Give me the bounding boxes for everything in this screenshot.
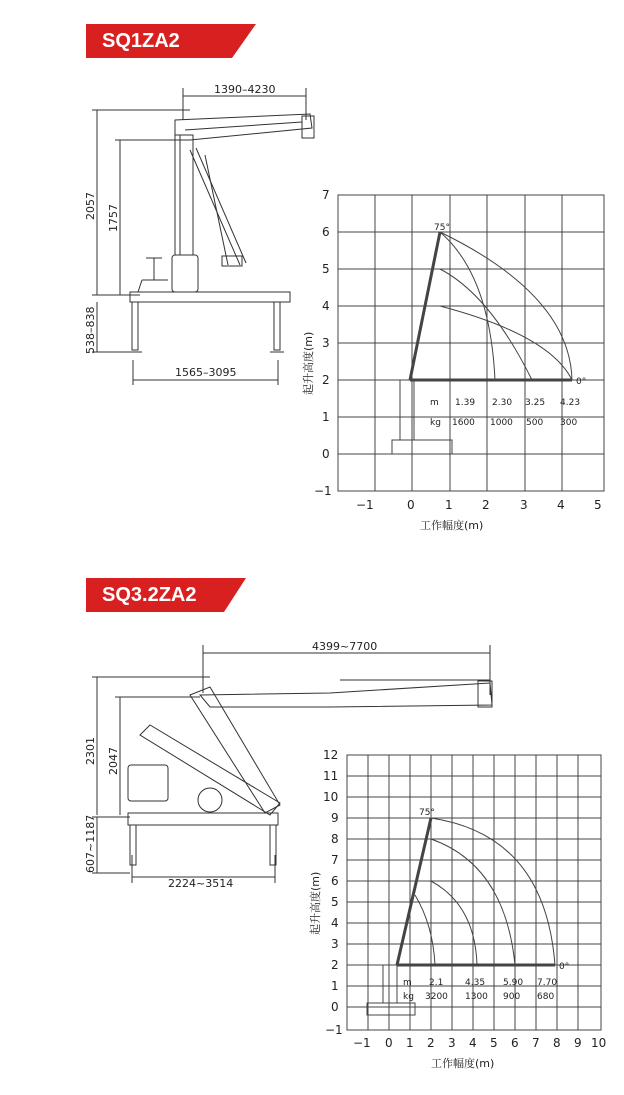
x-tick: 2 [482, 498, 490, 512]
x-tick: 4 [557, 498, 565, 512]
x-tick: −1 [353, 1036, 371, 1050]
table-m-value: 3.25 [525, 398, 546, 408]
model-name-2: SQ3.2ZA2 [102, 584, 197, 606]
table-m-value: 5.90 [503, 978, 524, 988]
y-tick: 0 [322, 447, 330, 461]
x-tick: 1 [406, 1036, 414, 1050]
y-tick: −1 [314, 484, 332, 498]
dim-outrigger-2: 2224~3514 [168, 877, 234, 890]
y-tick: 5 [331, 895, 339, 909]
y-tick: 6 [322, 225, 330, 239]
table-kg-value: 900 [503, 992, 521, 1002]
dim-base-height-1: 1757 [107, 204, 120, 232]
load-chart-2 [305, 745, 620, 1075]
dim-reach-1: 1390–4230 [214, 83, 276, 96]
y-tick: 5 [322, 262, 330, 276]
table-kg-value: 500 [526, 418, 544, 428]
x-tick: 5 [594, 498, 602, 512]
angle-zero-label: 0° [559, 962, 570, 972]
table-kg-value: 1300 [465, 992, 488, 1002]
y-tick: 2 [322, 373, 330, 387]
table-kg-value: 1600 [452, 418, 475, 428]
x-tick: 5 [490, 1036, 498, 1050]
y-tick: 8 [331, 832, 339, 846]
angle-zero-label: 0° [576, 377, 587, 387]
model-name-1: SQ1ZA2 [102, 30, 180, 52]
y-tick: 2 [331, 958, 339, 972]
y-axis-label: 起升高度(m) [302, 331, 315, 395]
y-tick: 9 [331, 811, 339, 825]
y-axis-label: 起升高度(m) [309, 871, 322, 935]
model-banner-2 [86, 578, 246, 612]
dim-reach-2: 4399~7700 [312, 640, 378, 653]
y-tick: 4 [322, 299, 330, 313]
x-tick: 8 [553, 1036, 561, 1050]
table-kg-value: 680 [537, 992, 555, 1002]
table-m-label: m [430, 398, 439, 408]
table-m-value: 4.23 [560, 398, 581, 408]
y-tick: 11 [323, 769, 339, 783]
table-kg-label: kg [430, 418, 441, 428]
table-m-label: m [403, 978, 412, 988]
dim-total-height-1: 2057 [84, 192, 97, 220]
y-tick: 6 [331, 874, 339, 888]
x-tick: 7 [532, 1036, 540, 1050]
table-kg-value: 1000 [490, 418, 513, 428]
table-m-value: 7.70 [537, 978, 558, 988]
y-tick: 10 [323, 790, 339, 804]
table-kg-value: 300 [560, 418, 578, 428]
table-kg-value: 3200 [425, 992, 448, 1002]
x-tick: 4 [469, 1036, 477, 1050]
y-tick: 0 [331, 1000, 339, 1014]
y-tick: −1 [325, 1023, 343, 1037]
x-axis-label: 工作幅度(m) [431, 1057, 495, 1070]
x-axis-label: 工作幅度(m) [420, 519, 484, 532]
x-tick: 0 [407, 498, 415, 512]
angle-top-label: 75° [419, 808, 435, 818]
table-kg-label: kg [403, 992, 414, 1002]
dim-leg-height-2: 607~1187 [84, 814, 97, 873]
dim-base-height-2: 2047 [107, 747, 120, 775]
y-tick: 7 [322, 188, 330, 202]
y-tick: 3 [331, 937, 339, 951]
dim-outrigger-1: 1565–3095 [175, 366, 237, 379]
y-tick: 3 [322, 336, 330, 350]
x-tick: 3 [520, 498, 528, 512]
x-tick: 1 [445, 498, 453, 512]
table-m-value: 2.1 [429, 978, 444, 988]
load-chart-1 [300, 185, 620, 540]
table-m-value: 1.39 [455, 398, 476, 408]
dim-total-height-2: 2301 [84, 737, 97, 765]
table-m-value: 4.35 [465, 978, 486, 988]
x-tick: −1 [356, 498, 374, 512]
angle-top-label: 75° [434, 223, 450, 233]
table-m-value: 2.30 [492, 398, 513, 408]
y-tick: 7 [331, 853, 339, 867]
x-tick: 10 [591, 1036, 607, 1050]
x-tick: 2 [427, 1036, 435, 1050]
x-tick: 9 [574, 1036, 582, 1050]
x-tick: 6 [511, 1036, 519, 1050]
x-tick: 0 [385, 1036, 393, 1050]
dim-leg-height-1: 538–838 [84, 306, 97, 354]
y-tick: 12 [323, 748, 339, 762]
y-tick: 4 [331, 916, 339, 930]
y-tick: 1 [331, 979, 339, 993]
model-banner-1 [86, 24, 256, 58]
x-tick: 3 [448, 1036, 456, 1050]
y-tick: 1 [322, 410, 330, 424]
